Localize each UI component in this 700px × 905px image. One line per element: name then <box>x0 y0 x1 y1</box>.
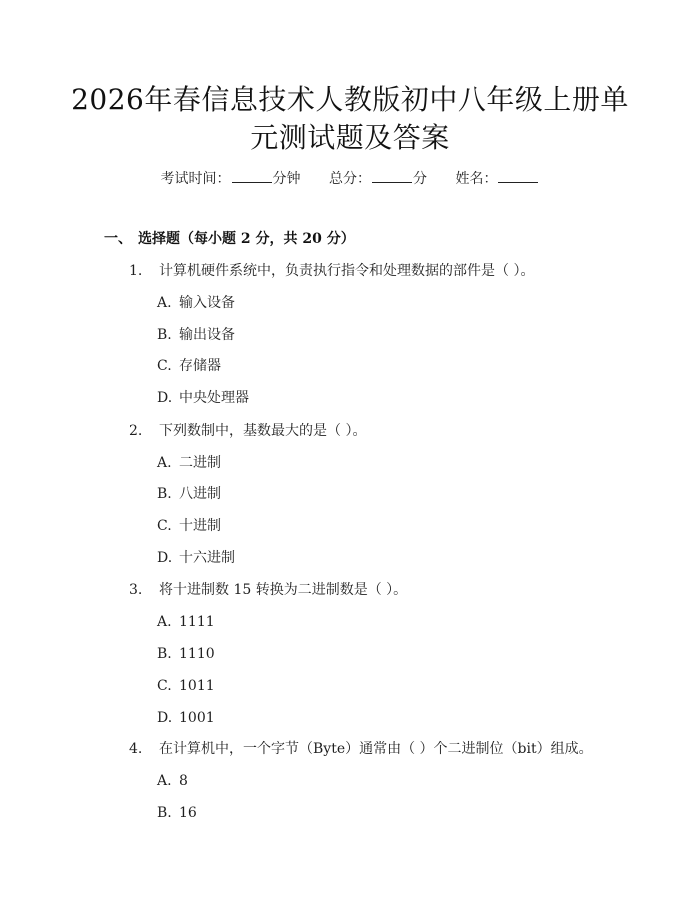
option-text: 输入设备 <box>179 295 235 311</box>
option-text: 八进制 <box>179 486 221 502</box>
question-number: 1. <box>129 263 143 279</box>
option-letter: B. <box>157 486 172 502</box>
question-option <box>157 708 215 728</box>
option-text: 十六进制 <box>179 550 235 566</box>
exam-name-blank <box>498 168 538 183</box>
option-letter: D. <box>157 550 173 566</box>
option-text: 8 <box>179 773 188 789</box>
question-text: 将十进制数 15 转换为二进制数是（ ）。 <box>159 582 408 598</box>
option-text: 1110 <box>179 646 215 662</box>
section-title: 选择题（每小题 2 分，共 20 分） <box>138 231 355 247</box>
option-text: 1001 <box>179 710 215 726</box>
question-number: 3. <box>129 582 143 598</box>
option-text: 中央处理器 <box>179 390 249 406</box>
question-option <box>157 516 221 536</box>
question-stem <box>129 739 593 759</box>
question-stem <box>129 421 366 441</box>
exam-time-field <box>161 171 301 187</box>
exam-time-label: 考试时间： <box>160 171 231 187</box>
document-title-line-1: 2026年春信息技术人教版初中八年级上册单 <box>71 83 629 116</box>
question-option <box>157 612 215 632</box>
document-title-line-2: 元测试题及答案 <box>250 121 450 154</box>
question-text: 下列数制中，基数最大的是（ ）。 <box>159 423 367 439</box>
option-letter: D. <box>157 390 173 406</box>
option-text: 1111 <box>179 614 215 630</box>
option-letter: C. <box>157 678 172 694</box>
question-option <box>157 325 235 345</box>
question-stem <box>129 261 534 281</box>
exam-score-field <box>329 171 427 187</box>
option-letter: A. <box>157 614 172 630</box>
option-text: 二进制 <box>179 455 221 471</box>
exam-score-label: 总分： <box>329 171 371 187</box>
option-text: 16 <box>179 805 197 821</box>
question-text: 计算机硬件系统中，负责执行指令和处理数据的部件是（ ）。 <box>159 263 535 279</box>
exam-score-blank <box>372 168 412 183</box>
exam-time-blank <box>232 168 272 183</box>
option-letter: C. <box>157 358 172 374</box>
question-option <box>157 676 215 696</box>
option-letter: C. <box>157 518 172 534</box>
question-text: 在计算机中，一个字节（Byte）通常由（ ）个二进制位（bit）组成。 <box>159 741 593 757</box>
option-letter: A. <box>157 295 172 311</box>
section-number: 一、 <box>104 231 132 247</box>
question-option <box>157 453 221 473</box>
exam-name-label: 姓名： <box>455 171 498 187</box>
question-option <box>157 771 188 791</box>
question-number: 2. <box>129 423 143 439</box>
option-text: 十进制 <box>179 518 221 534</box>
option-letter: A. <box>157 773 172 789</box>
option-letter: B. <box>157 646 172 662</box>
question-stem <box>129 580 407 600</box>
option-text: 输出设备 <box>179 327 235 343</box>
option-letter: B. <box>157 805 172 821</box>
question-number: 4. <box>129 741 143 757</box>
option-text: 1011 <box>179 678 215 694</box>
option-letter: D. <box>157 710 173 726</box>
exam-name-field <box>455 171 539 187</box>
exam-info <box>0 168 700 189</box>
option-letter: B. <box>157 327 172 343</box>
question-option <box>157 356 221 376</box>
option-text: 存储器 <box>179 358 221 374</box>
question-option <box>157 803 197 823</box>
question-option <box>157 293 235 313</box>
question-option <box>157 388 249 408</box>
option-letter: A. <box>157 455 172 471</box>
exam-time-unit: 分钟 <box>272 171 301 187</box>
exam-score-unit: 分 <box>413 171 427 187</box>
question-option <box>157 484 221 504</box>
question-option <box>157 548 235 568</box>
question-option <box>157 644 215 664</box>
section-heading <box>104 229 355 249</box>
